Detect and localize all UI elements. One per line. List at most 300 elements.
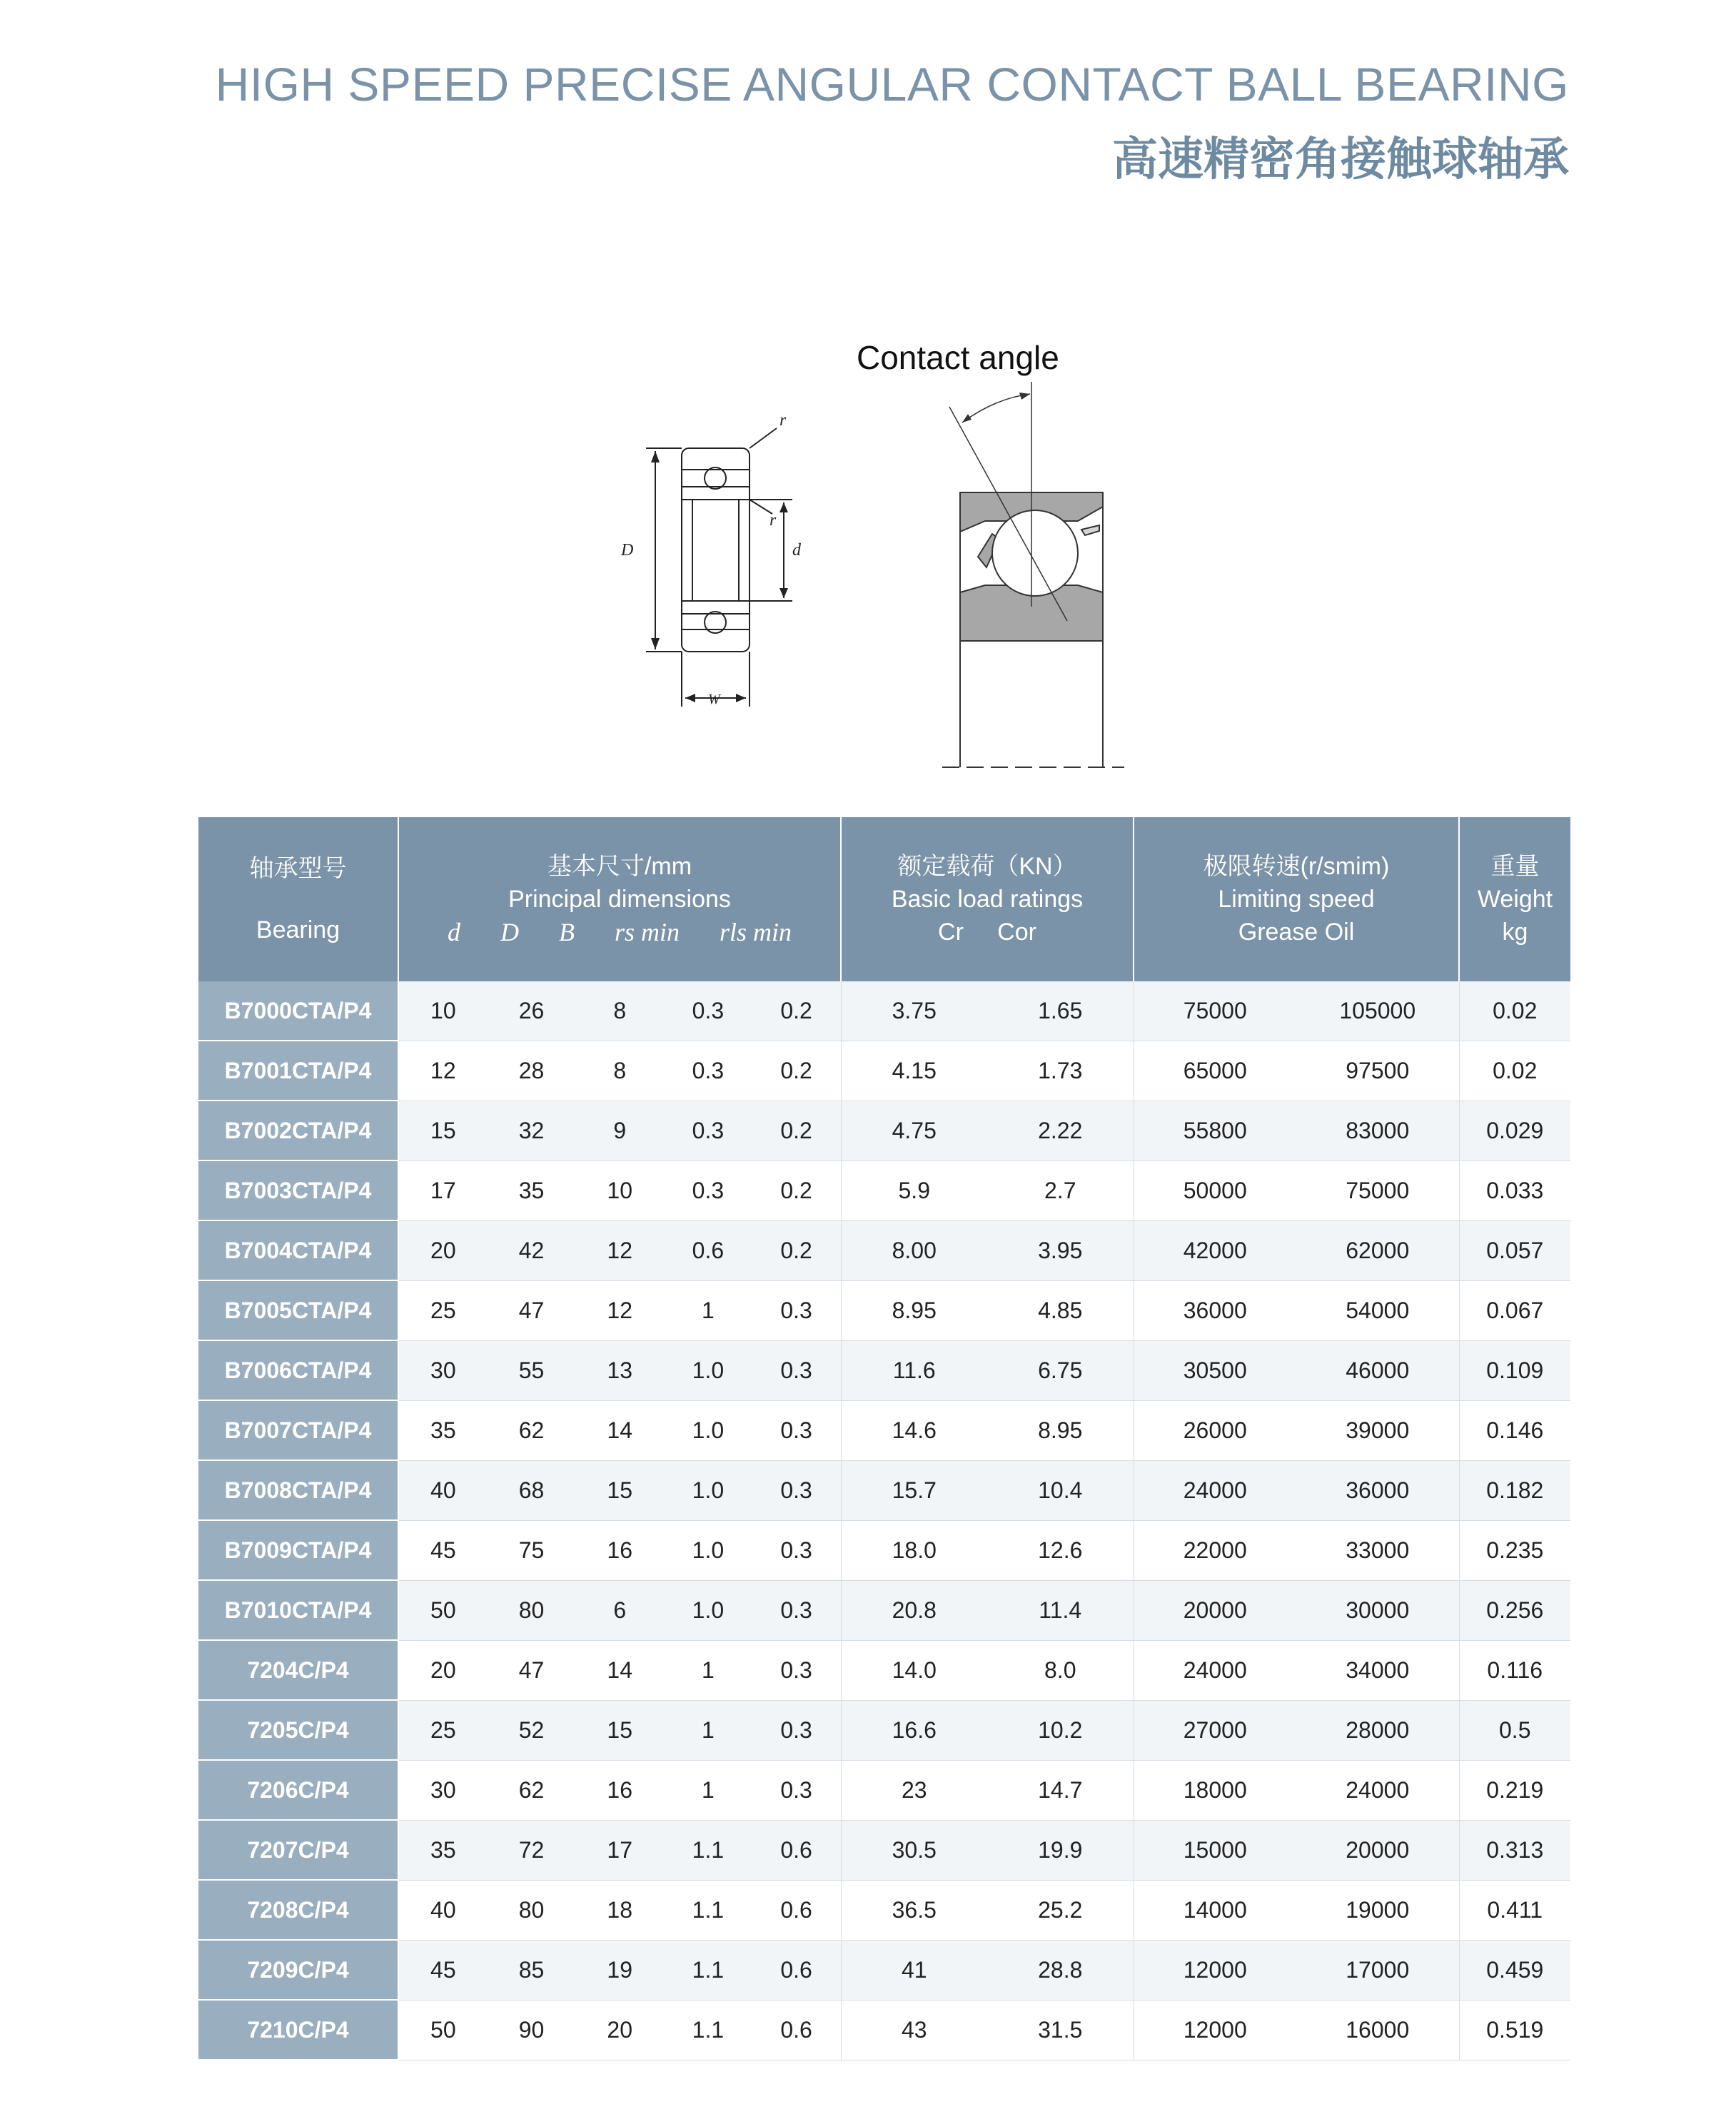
bearing-dimension-drawing (585, 407, 828, 721)
speed-cell (1134, 2000, 1459, 2060)
speed-cell (1134, 1220, 1459, 1280)
value-d: 17 (430, 1177, 456, 1203)
value-weight: 0.029 (1459, 1101, 1570, 1160)
value-d: 20 (430, 1237, 456, 1263)
value-weight: 0.5 (1459, 1700, 1570, 1760)
value-rs-min: 1.1 (692, 1896, 725, 1923)
value-grease: 42000 (1183, 1237, 1247, 1263)
value-rls-min: 0.6 (780, 1836, 812, 1863)
value-rls-min: 0.3 (780, 1657, 812, 1683)
contact-angle-label: Contact angle (857, 339, 1059, 376)
value-rs-min: 1.1 (692, 1836, 725, 1863)
value-cor: 6.75 (1038, 1357, 1083, 1383)
dimensions-cell (398, 1160, 841, 1220)
header-weight-en: Weight (1477, 886, 1553, 913)
value-weight: 0.109 (1459, 1340, 1570, 1400)
value-rls-min: 0.2 (780, 1117, 812, 1143)
dimensions-cell (398, 1940, 841, 2000)
value-B: 12 (607, 1237, 633, 1263)
header-bearing-cn: 轴承型号 (249, 855, 347, 882)
load-cell (841, 1101, 1134, 1160)
table-row (198, 1340, 1570, 1400)
title-chinese: 高速精密角接触球轴承 (1112, 133, 1569, 186)
value-grease: 12000 (1183, 2016, 1247, 2043)
value-grease: 50000 (1183, 1177, 1247, 1203)
value-rls-min: 0.3 (780, 1537, 812, 1563)
load-cell (841, 1880, 1134, 1940)
value-B: 16 (607, 1776, 633, 1803)
table-row (198, 1400, 1570, 1460)
label-D: D (621, 541, 634, 560)
table-body (198, 981, 1570, 2060)
header-speed (1134, 817, 1459, 981)
label-W: W (708, 692, 720, 707)
header-speed-sub: Grease Oil (1238, 919, 1355, 946)
value-cr: 14.0 (892, 1657, 937, 1683)
value-rs-min: 0.6 (692, 1237, 725, 1263)
value-oil: 28000 (1346, 1716, 1410, 1743)
value-B: 14 (607, 1417, 633, 1443)
table-row (198, 1700, 1570, 1760)
value-D: 47 (518, 1297, 545, 1323)
value-cr: 36.5 (892, 1896, 937, 1923)
value-B: 16 (607, 1537, 633, 1563)
value-d: 30 (430, 1776, 456, 1803)
value-d: 50 (430, 2016, 456, 2043)
value-D: 52 (518, 1716, 545, 1743)
value-oil: 54000 (1346, 1297, 1410, 1323)
value-D: 55 (518, 1357, 545, 1383)
value-rls-min: 0.2 (780, 1237, 812, 1263)
label-d: d (792, 541, 801, 560)
value-rs-min: 1.0 (692, 1477, 725, 1503)
value-cor: 2.7 (1044, 1177, 1076, 1203)
dimensions-cell (398, 2000, 841, 2060)
speed-cell (1134, 1160, 1459, 1220)
value-oil: 39000 (1346, 1417, 1410, 1443)
value-d: 35 (430, 1836, 456, 1863)
value-cor: 31.5 (1038, 2016, 1083, 2043)
value-cor: 4.85 (1038, 1297, 1083, 1323)
table-row (198, 1640, 1570, 1700)
value-cor: 10.4 (1038, 1477, 1083, 1503)
value-cr: 20.8 (892, 1597, 937, 1623)
value-weight: 0.256 (1459, 1580, 1570, 1640)
table-row (198, 1101, 1570, 1160)
load-cell (841, 1820, 1134, 1880)
value-D: 47 (518, 1657, 545, 1683)
header-sym-d: d (447, 918, 460, 946)
value-cr: 5.9 (898, 1177, 930, 1203)
value-grease: 24000 (1183, 1477, 1247, 1503)
value-rls-min: 0.2 (780, 997, 812, 1023)
value-weight: 0.02 (1459, 1041, 1570, 1101)
value-rls-min: 0.3 (780, 1597, 812, 1623)
value-rls-min: 0.3 (780, 1417, 812, 1443)
header-sym-rs: rs min (614, 918, 680, 946)
header-speed-cn: 极限转速(r/smim) (1203, 853, 1390, 880)
header-sym-D: D (500, 918, 519, 946)
dimensions-cell (398, 1220, 841, 1280)
load-cell (841, 1220, 1134, 1280)
bearing-model: 7210C/P4 (198, 2000, 398, 2060)
value-d: 15 (430, 1117, 456, 1143)
speed-cell (1134, 1460, 1459, 1520)
value-D: 90 (518, 2016, 545, 2043)
dimensions-cell (398, 1101, 841, 1160)
value-cor: 12.6 (1038, 1537, 1083, 1563)
table-row (198, 1280, 1570, 1340)
value-rs-min: 0.3 (692, 1117, 725, 1143)
dimensions-cell (398, 1820, 841, 1880)
value-D: 26 (518, 997, 545, 1023)
speed-cell (1134, 1400, 1459, 1460)
value-D: 68 (518, 1477, 545, 1503)
value-rs-min: 1.0 (692, 1537, 725, 1563)
value-rs-min: 1.0 (692, 1597, 725, 1623)
bearing-model: B7004CTA/P4 (198, 1220, 398, 1280)
value-rs-min: 1.1 (692, 2016, 725, 2043)
value-oil: 30000 (1346, 1597, 1410, 1623)
value-weight: 0.057 (1459, 1220, 1570, 1280)
value-grease: 65000 (1183, 1057, 1247, 1083)
value-d: 30 (430, 1357, 456, 1383)
dimensions-cell (398, 1520, 841, 1580)
value-oil: 46000 (1346, 1357, 1410, 1383)
value-cor: 28.8 (1038, 1956, 1083, 1983)
value-weight: 0.116 (1459, 1640, 1570, 1700)
load-cell (841, 1580, 1134, 1640)
value-d: 10 (430, 997, 456, 1023)
value-cor: 3.95 (1038, 1237, 1083, 1263)
value-grease: 20000 (1183, 1597, 1247, 1623)
value-cor: 8.0 (1044, 1657, 1076, 1683)
value-grease: 27000 (1183, 1716, 1247, 1743)
value-rs-min: 1.0 (692, 1357, 725, 1383)
speed-cell (1134, 1340, 1459, 1400)
value-oil: 62000 (1346, 1237, 1410, 1263)
value-B: 18 (607, 1896, 633, 1923)
contact-angle-drawing (928, 378, 1142, 778)
value-cor: 2.22 (1038, 1117, 1083, 1143)
value-B: 8 (613, 997, 627, 1023)
table-row (198, 1580, 1570, 1640)
load-cell (841, 1160, 1134, 1220)
value-d: 25 (430, 1297, 456, 1323)
dimensions-cell (398, 1460, 841, 1520)
value-rls-min: 0.3 (780, 1776, 812, 1803)
bearing-model: B7001CTA/P4 (198, 1041, 398, 1101)
value-grease: 36000 (1183, 1297, 1247, 1323)
value-B: 19 (607, 1956, 633, 1983)
value-rs-min: 1.1 (692, 1956, 725, 1983)
value-d: 25 (430, 1716, 456, 1743)
header-cr: Cr (938, 919, 964, 946)
load-cell (841, 1400, 1134, 1460)
header-weight-unit: kg (1502, 919, 1528, 946)
value-cr: 30.5 (892, 1836, 937, 1863)
value-cor: 25.2 (1038, 1896, 1083, 1923)
load-cell (841, 1640, 1134, 1700)
value-weight: 0.146 (1459, 1400, 1570, 1460)
table-row (198, 1460, 1570, 1520)
value-B: 12 (607, 1297, 633, 1323)
header-dims-en: Principal dimensions (508, 886, 731, 913)
value-d: 12 (430, 1057, 456, 1083)
bearing-model: B7000CTA/P4 (198, 981, 398, 1041)
table-row (198, 2000, 1570, 2060)
bearing-model: 7204C/P4 (198, 1640, 398, 1700)
value-weight: 0.235 (1459, 1520, 1570, 1580)
value-cr: 15.7 (892, 1477, 937, 1503)
load-cell (841, 1340, 1134, 1400)
value-cor: 1.73 (1038, 1057, 1083, 1083)
header-weight (1459, 817, 1570, 981)
value-rls-min: 0.3 (780, 1297, 812, 1323)
header-load-cn: 额定载荷（KN） (897, 853, 1077, 880)
value-d: 45 (430, 1537, 456, 1563)
speed-cell (1134, 1041, 1459, 1101)
value-B: 8 (613, 1057, 627, 1083)
value-B: 14 (607, 1657, 633, 1683)
value-grease: 26000 (1183, 1417, 1247, 1443)
dimensions-cell (398, 1340, 841, 1400)
value-B: 15 (607, 1477, 633, 1503)
value-d: 50 (430, 1597, 456, 1623)
value-cr: 14.6 (892, 1417, 937, 1443)
value-grease: 24000 (1183, 1657, 1247, 1683)
speed-cell (1134, 1280, 1459, 1340)
value-rs-min: 1 (702, 1297, 715, 1323)
value-grease: 15000 (1183, 1836, 1247, 1863)
value-grease: 18000 (1183, 1776, 1247, 1803)
load-cell (841, 1760, 1134, 1820)
value-weight: 0.519 (1459, 2000, 1570, 2060)
load-cell (841, 1460, 1134, 1520)
value-cr: 43 (901, 2016, 927, 2043)
bearing-model: B7002CTA/P4 (198, 1101, 398, 1160)
value-rs-min: 0.3 (692, 1177, 725, 1203)
bearing-model: B7003CTA/P4 (198, 1160, 398, 1220)
speed-cell (1134, 1640, 1459, 1700)
table-row (198, 1820, 1570, 1880)
value-weight: 0.02 (1459, 981, 1570, 1041)
header-bearing (198, 817, 398, 981)
value-cor: 8.95 (1038, 1417, 1083, 1443)
value-D: 32 (518, 1117, 545, 1143)
load-cell (841, 2000, 1134, 2060)
header-weight-cn: 重量 (1490, 853, 1540, 880)
value-B: 20 (607, 2016, 633, 2043)
value-grease: 14000 (1183, 1896, 1247, 1923)
bearing-model: B7005CTA/P4 (198, 1280, 398, 1340)
bearing-model: B7009CTA/P4 (198, 1520, 398, 1580)
value-rls-min: 0.6 (780, 1956, 812, 1983)
speed-cell (1134, 1820, 1459, 1880)
dimensions-cell (398, 1580, 841, 1640)
value-rls-min: 0.2 (780, 1177, 812, 1203)
table-row (198, 1520, 1570, 1580)
header-load (841, 817, 1134, 981)
bearing-model: 7207C/P4 (198, 1820, 398, 1880)
table-row (198, 1041, 1570, 1101)
value-cr: 11.6 (892, 1357, 936, 1383)
value-cr: 8.95 (892, 1297, 937, 1323)
value-weight: 0.313 (1459, 1820, 1570, 1880)
value-cr: 18.0 (892, 1537, 937, 1563)
dimensions-cell (398, 1700, 841, 1760)
speed-cell (1134, 1940, 1459, 2000)
bearing-model: B7007CTA/P4 (198, 1400, 398, 1460)
value-cr: 4.75 (892, 1117, 937, 1143)
value-rls-min: 0.3 (780, 1357, 812, 1383)
value-oil: 16000 (1346, 2016, 1410, 2043)
dimensions-cell (398, 981, 841, 1041)
speed-cell (1134, 1880, 1459, 1940)
value-oil: 105000 (1339, 997, 1416, 1023)
value-grease: 55800 (1183, 1117, 1247, 1143)
value-B: 17 (607, 1836, 633, 1863)
load-cell (841, 1940, 1134, 2000)
value-D: 35 (518, 1177, 545, 1203)
value-oil: 36000 (1346, 1477, 1410, 1503)
bearing-spec-table (198, 817, 1570, 2060)
value-cor: 14.7 (1038, 1776, 1083, 1803)
value-D: 80 (518, 1896, 545, 1923)
value-B: 13 (607, 1357, 633, 1383)
value-rls-min: 0.3 (780, 1716, 812, 1743)
value-oil: 83000 (1346, 1117, 1410, 1143)
header-load-en: Basic load ratings (891, 886, 1084, 913)
speed-cell (1134, 1580, 1459, 1640)
value-rls-min: 0.6 (780, 2016, 812, 2043)
bearing-model: B7010CTA/P4 (198, 1580, 398, 1640)
speed-cell (1134, 1700, 1459, 1760)
value-grease: 12000 (1183, 1956, 1247, 1983)
value-cor: 11.4 (1039, 1597, 1082, 1623)
value-rs-min: 0.3 (692, 997, 725, 1023)
value-rs-min: 1 (702, 1657, 715, 1683)
value-weight: 0.219 (1459, 1760, 1570, 1820)
dimensions-cell (398, 1640, 841, 1700)
table-row (198, 1880, 1570, 1940)
load-cell (841, 981, 1134, 1041)
dimensions-cell (398, 1400, 841, 1460)
value-d: 20 (430, 1657, 456, 1683)
value-oil: 24000 (1346, 1776, 1410, 1803)
value-D: 80 (518, 1597, 545, 1623)
value-cr: 3.75 (892, 997, 937, 1023)
value-oil: 34000 (1346, 1657, 1410, 1683)
title-english: HIGH SPEED PRECISE ANGULAR CONTACT BALL BEARING (215, 58, 1569, 111)
table-row (198, 1220, 1570, 1280)
header-dimensions (398, 817, 841, 981)
value-d: 45 (430, 1956, 456, 1983)
value-B: 9 (613, 1117, 627, 1143)
table-row (198, 1160, 1570, 1220)
value-oil: 97500 (1346, 1057, 1410, 1083)
value-rs-min: 1 (702, 1776, 715, 1803)
dimensions-cell (398, 1760, 841, 1820)
value-D: 62 (518, 1417, 545, 1443)
value-weight: 0.033 (1459, 1160, 1570, 1220)
value-oil: 75000 (1346, 1177, 1410, 1203)
value-d: 40 (430, 1477, 456, 1503)
value-d: 40 (430, 1896, 456, 1923)
value-rls-min: 0.2 (780, 1057, 812, 1083)
header-cor: Cor (997, 919, 1036, 946)
value-D: 42 (518, 1237, 545, 1263)
bearing-model: 7205C/P4 (198, 1700, 398, 1760)
value-rls-min: 0.6 (780, 1896, 812, 1923)
dimensions-cell (398, 1280, 841, 1340)
value-grease: 30500 (1183, 1357, 1247, 1383)
value-D: 72 (518, 1836, 545, 1863)
bearing-model: B7008CTA/P4 (198, 1460, 398, 1520)
value-D: 28 (518, 1057, 545, 1083)
value-cor: 10.2 (1038, 1716, 1083, 1743)
value-rs-min: 0.3 (692, 1057, 725, 1083)
load-cell (841, 1280, 1134, 1340)
header-bearing-en: Bearing (256, 916, 340, 944)
value-weight: 0.411 (1459, 1880, 1570, 1940)
value-rls-min: 0.3 (780, 1477, 812, 1503)
value-D: 62 (518, 1776, 545, 1803)
value-cor: 1.65 (1038, 997, 1083, 1023)
header-speed-en: Limiting speed (1218, 886, 1375, 913)
table-row (198, 1940, 1570, 2000)
table-row (198, 1760, 1570, 1820)
load-cell (841, 1700, 1134, 1760)
value-d: 35 (430, 1417, 456, 1443)
header-sym-B: B (558, 918, 575, 946)
speed-cell (1134, 981, 1459, 1041)
value-weight: 0.459 (1459, 1940, 1570, 2000)
bearing-model: B7006CTA/P4 (198, 1340, 398, 1400)
bearing-model: 7209C/P4 (198, 1940, 398, 2000)
label-r-top: r (779, 411, 787, 430)
value-cor: 19.9 (1038, 1836, 1083, 1863)
value-D: 85 (518, 1956, 545, 1983)
dimensions-cell (398, 1880, 841, 1940)
header-sym-rls: rls min (719, 918, 792, 946)
value-oil: 20000 (1346, 1836, 1410, 1863)
load-cell (841, 1041, 1134, 1101)
value-cr: 16.6 (892, 1716, 937, 1743)
dimensions-cell (398, 1041, 841, 1101)
value-oil: 17000 (1346, 1956, 1410, 1983)
value-cr: 23 (901, 1776, 927, 1803)
value-rs-min: 1.0 (692, 1417, 725, 1443)
value-cr: 41 (901, 1956, 927, 1983)
value-D: 75 (518, 1537, 545, 1563)
value-B: 6 (613, 1597, 627, 1623)
table-row (198, 981, 1570, 1041)
header-dims-cn: 基本尺寸/mm (547, 853, 692, 880)
value-B: 10 (607, 1177, 633, 1203)
value-oil: 19000 (1346, 1896, 1410, 1923)
value-cr: 8.00 (892, 1237, 937, 1263)
bearing-model: 7206C/P4 (198, 1760, 398, 1820)
speed-cell (1134, 1101, 1459, 1160)
speed-cell (1134, 1520, 1459, 1580)
load-cell (841, 1520, 1134, 1580)
label-r-inner: r (769, 511, 777, 530)
value-cr: 4.15 (892, 1057, 937, 1083)
value-rs-min: 1 (702, 1716, 715, 1743)
value-grease: 22000 (1183, 1537, 1247, 1563)
value-weight: 0.182 (1459, 1460, 1570, 1520)
